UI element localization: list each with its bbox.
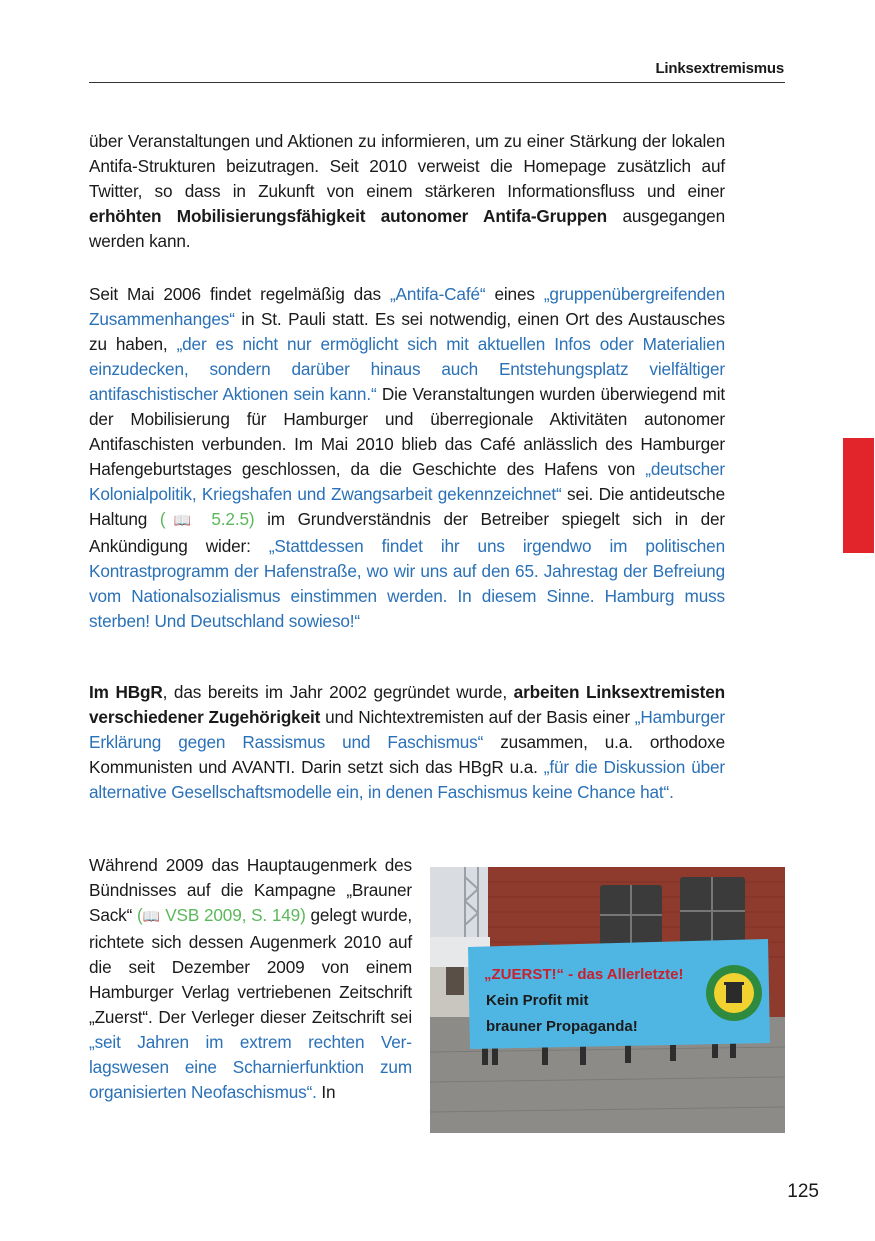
quote: „seit Jahren im extrem rechten Verlagswesen eine Scharnierfunktion zum organisierten Neofaschismus“.: [89, 1032, 412, 1102]
text: und Nichtextremisten auf der Basis einer: [320, 707, 635, 727]
quote: „Stattdessen findet ihr uns irgendwo im politischen Kontrastprogramm der Hafenstraße, wo wir uns auf den 65. Jahrestag der Befreiung vom Nationalsozialismus einstimmen werden. In diesem Sinne. Hamburg muss sterben! Und Deutschland sowieso!“: [89, 536, 725, 631]
bold-text: erhöhten Mobilisierungsfähigkeit autonomer Antifa-Gruppen: [89, 206, 607, 226]
paragraph-3: [89, 680, 725, 805]
text: Während 2009 das Hauptaugenmerk des Bündnisses auf die Kampagne „Brauner Sack“: [89, 855, 412, 925]
banner-text-3: brauner Propaganda!: [486, 1018, 638, 1035]
banner-text-2: Kein Profit mit: [486, 992, 589, 1009]
paragraph-1: [89, 129, 725, 254]
book-icon: 📖: [165, 513, 199, 529]
paragraph-2: [89, 282, 725, 634]
quote: „Hamburger Erklärung gegen Rassismus und Faschismus“: [89, 707, 725, 752]
quote: „Antifa-Café“: [389, 284, 486, 304]
paragraph-4: [89, 853, 412, 1105]
text: Seit Mai 2006 findet regelmäßig das: [89, 284, 390, 304]
ref-paren: (: [137, 905, 143, 925]
banner-text-1: „ZUERST!“ - das Allerletzte!: [484, 966, 684, 983]
photo-illustration: [430, 867, 785, 1133]
text: Die Veranstaltungen wurden überwiegend mit der Mobilisierung für Hamburger und überregionale Aktivitäten autonomer Antifaschisten verbunden. Im Mai 2010 blieb das Café anlässlich des Hamburger Hafengeburtstages geschlossen, da die Geschichte des Hafens von: [89, 384, 725, 479]
text: In: [316, 1082, 336, 1102]
bold-text: arbeiten Linksextremisten verschiedener Zugehörigkeit: [89, 682, 725, 727]
text: , das bereits im Jahr 2002 gegründet wurde,: [162, 682, 514, 702]
ref-text: 5.2.5): [198, 509, 255, 529]
bold-text: Im HBgR: [89, 682, 163, 702]
text: gelegt wurde, richtete sich dessen Augenmerk 2010 auf die seit Dezember 2009 von einem Hamburger Verlag vertriebenen Zeitschrift „Zuerst“. Der Verleger dieser Zeitschrift sei: [89, 905, 412, 1027]
text: im Grundverständnis der Betreiber spiegelt sich in der Ankündigung wider:: [89, 509, 725, 556]
running-header: Linksextremismus: [655, 60, 784, 77]
ref-paren: (: [159, 509, 166, 529]
text: zusammen, u.a. orthodoxe Kommunisten und AVANTI. Darin setzt sich das HBgR u.a.: [89, 732, 725, 777]
text: sei. Die antideutsche Haltung: [89, 484, 725, 529]
ref-text: VSB 2009, S. 149): [160, 905, 306, 925]
quote: „gruppenübergreifenden Zusammenhanges“: [89, 284, 725, 329]
protest-banner-photo: [430, 867, 785, 1133]
quote: „für die Diskussion über alternative Gesellschaftsmodelle ein, in denen Faschismus keine Chance hat“.: [89, 757, 726, 802]
quote: „der es nicht nur ermöglicht sich mit aktuellen Infos oder Materialien einzudecken, sondern darüber hinaus auch Entstehungsplatz vielfältiger antifaschistischer Aktionen sein kann.“: [89, 334, 725, 404]
cross-reference-link[interactable]: [160, 509, 255, 529]
cross-reference-link[interactable]: [137, 905, 306, 925]
text: in St. Pauli statt. Es sei notwendig, einen Ort des Austausches zu haben,: [89, 309, 725, 354]
page-number: 125: [787, 1181, 819, 1202]
quote: „deutscher Kolonialpolitik, Kriegshafen und Zwangsarbeit gekennzeichnet“: [89, 459, 725, 504]
text: ausgegangen werden kann.: [89, 206, 725, 251]
text: eines: [485, 284, 544, 304]
header-rule: [89, 82, 785, 83]
book-icon: 📖: [142, 909, 161, 925]
text: über Veranstaltungen und Aktionen zu informieren, um zu einer Stärkung der lokalen Antifa-Strukturen beizutragen. Seit 2010 verweist die Homepage zusätzlich auf Twitter, so dass in Zukunft von einem stärkeren Informationsfluss und einer: [89, 131, 725, 201]
chapter-tab-marker: [843, 438, 874, 553]
